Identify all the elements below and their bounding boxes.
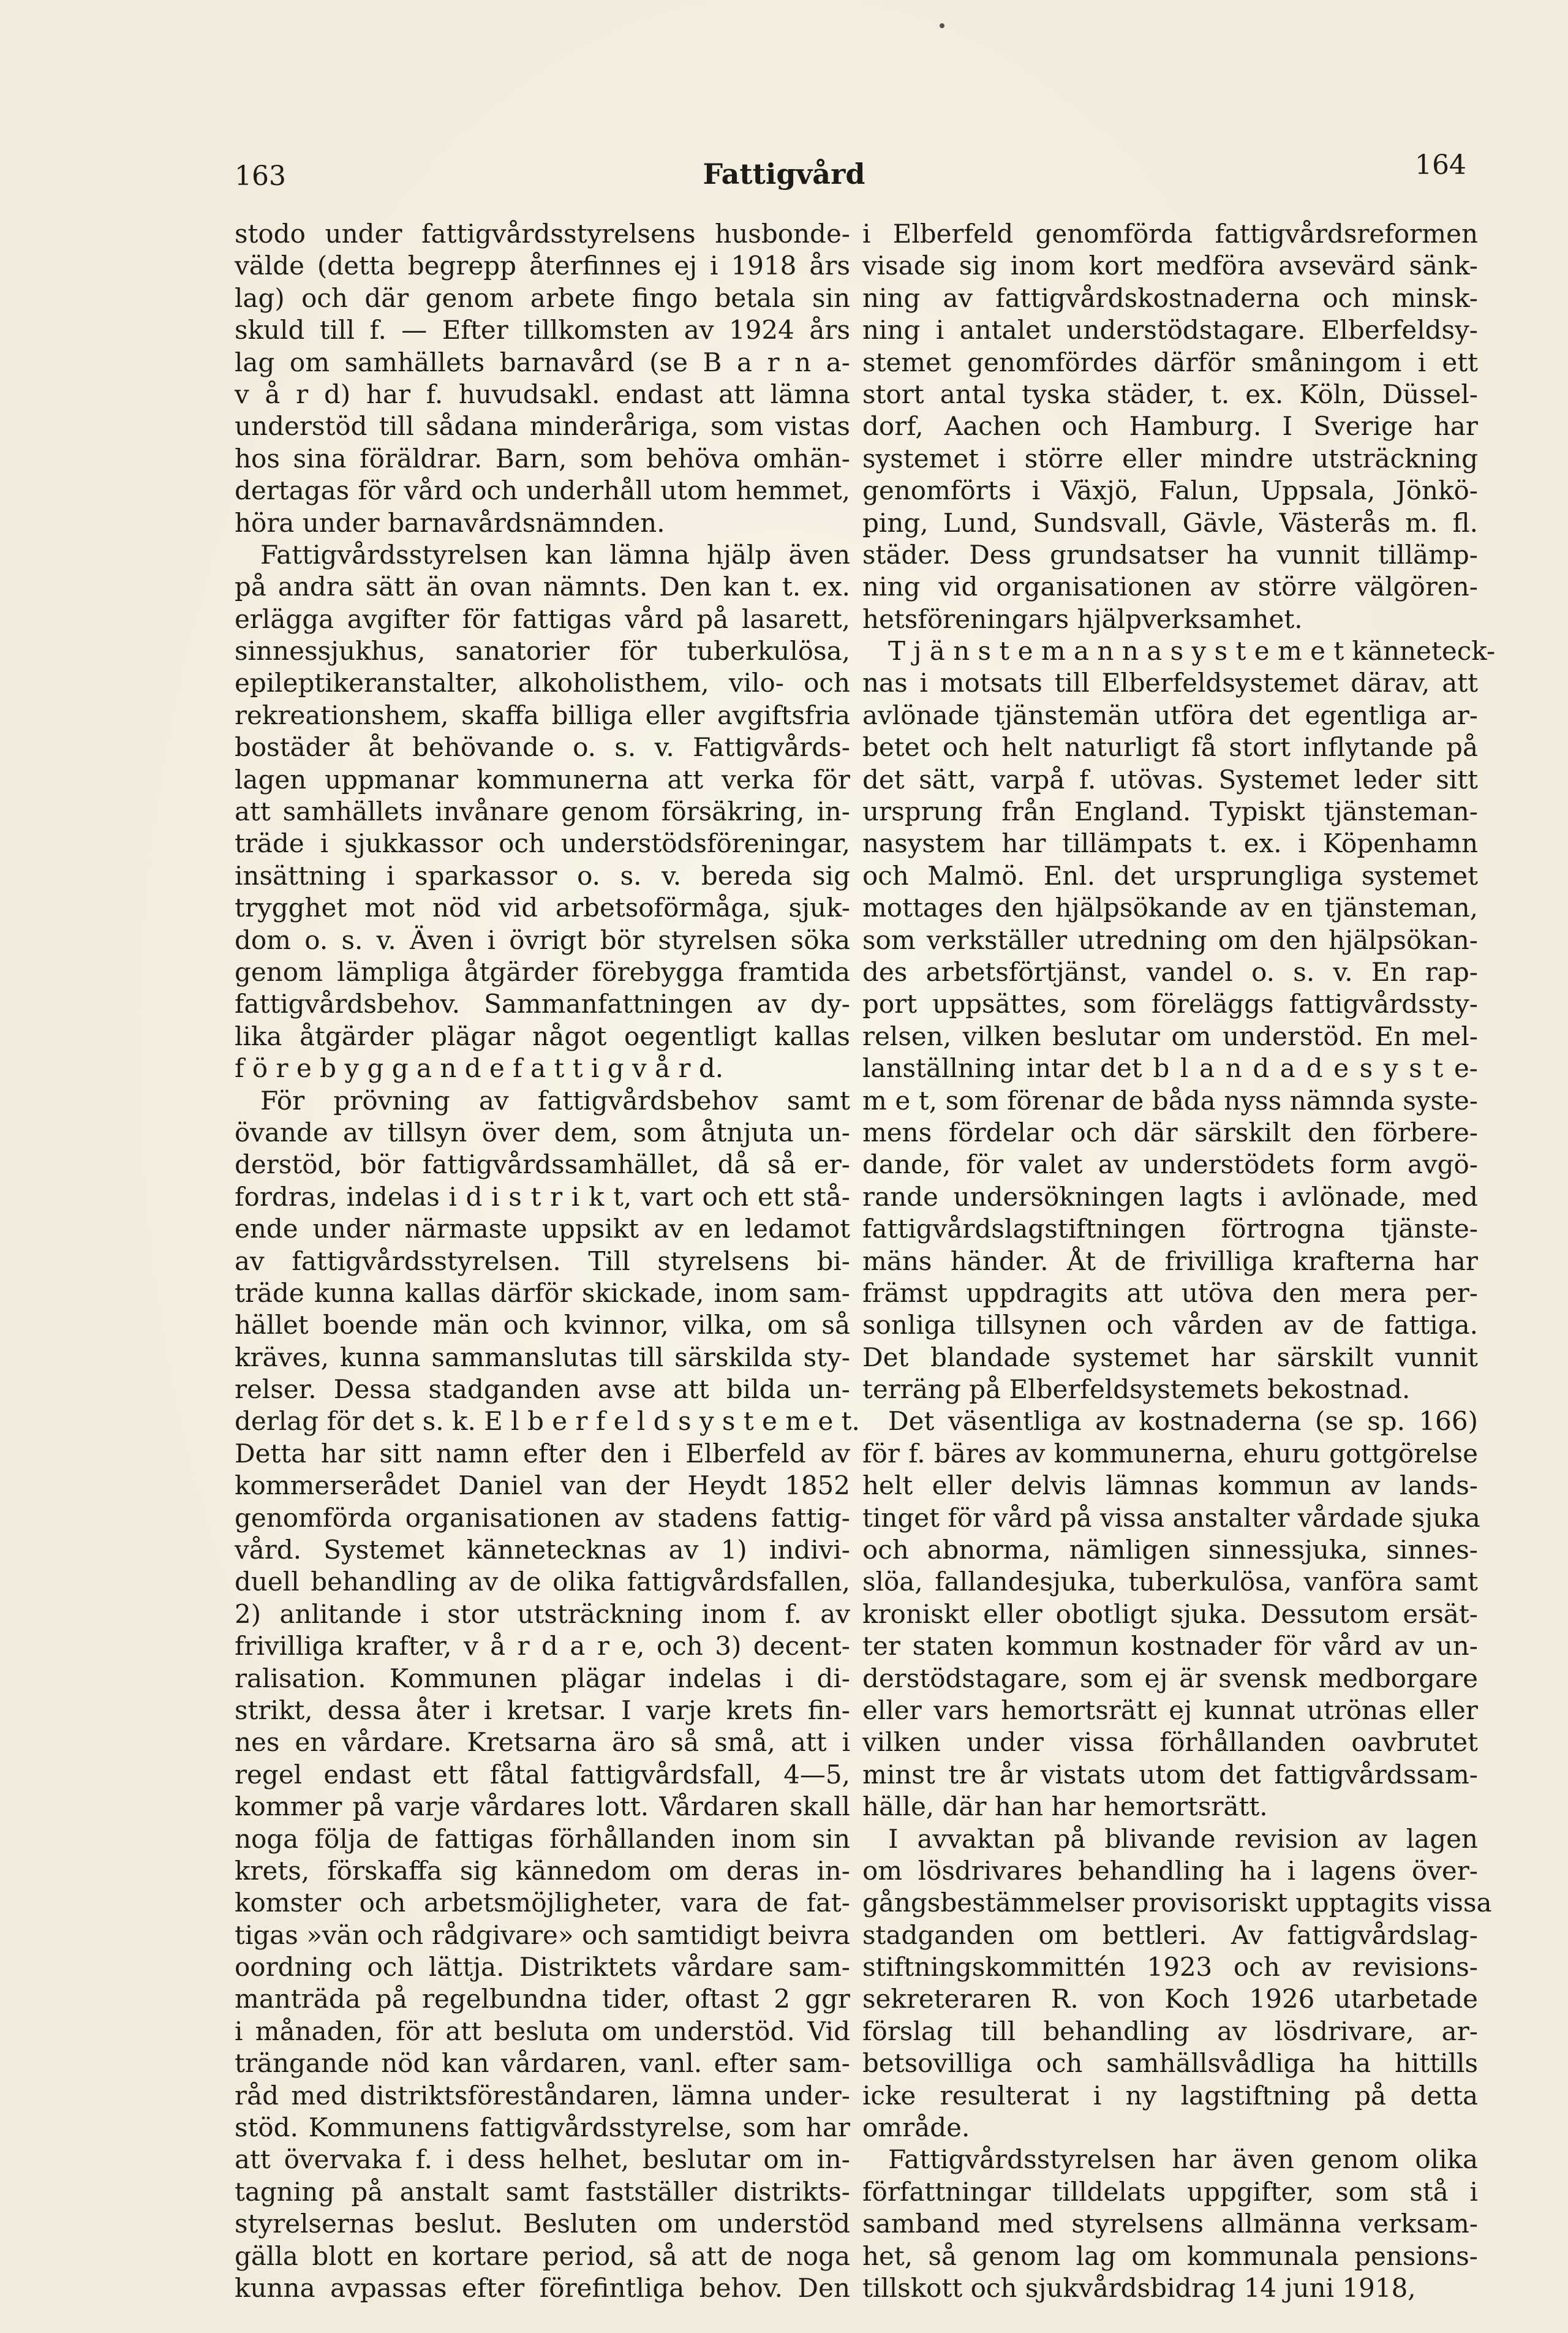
text-line: stodo under fattigvårdsstyrelsens husbonde- <box>235 219 850 249</box>
text-line: lagen uppmanar kommunerna att verka för <box>235 764 850 795</box>
text-line: lag om samhällets barnavård (se B a r n a- <box>235 347 850 377</box>
text-line: fordras, indelas i d i s t r i k t, vart och ett stå- <box>235 1181 850 1212</box>
text-line: att övervaka f. i dess helhet, beslutar om in- <box>235 2144 850 2175</box>
text-line: nasystem har tillämpats t. ex. i Köpenhamn <box>862 828 1478 859</box>
text-line: hetsföreningars hjälpverksamhet. <box>862 603 1303 634</box>
text-line: nas i motsats till Elberfeldsystemet därav, att <box>862 668 1478 698</box>
text-line: städer. Dess grundsatser ha vunnit tillämp- <box>862 539 1478 570</box>
text-line: lanställning intar det b l a n d a d e s y s t e- <box>862 1053 1478 1084</box>
text-line: vård. Systemet kännetecknas av 1) indivi- <box>235 1535 850 1565</box>
text-line: att samhällets invånare genom försäkring, in- <box>235 796 850 827</box>
text-line: kommer på varje vårdares lott. Vårdaren skall <box>235 1791 850 1822</box>
text-line: vilken under vissa förhållanden oavbrutet <box>862 1727 1478 1758</box>
text-line: understöd till sådana minderåriga, som vistas <box>235 411 850 442</box>
text-line: och abnorma, nämligen sinnessjuka, sinnes- <box>862 1535 1478 1565</box>
text-line: sekreteraren R. von Koch 1926 utarbetade <box>862 1984 1478 2014</box>
text-line: bostäder åt behövande o. s. v. Fattigvårds- <box>235 732 850 763</box>
text-line: port uppsättes, som föreläggs fattigvårdssty- <box>862 989 1478 1019</box>
text-line: dorf, Aachen och Hamburg. I Sverige har <box>862 411 1478 442</box>
text-line: ping, Lund, Sundsvall, Gävle, Västerås m. fl. <box>862 507 1478 538</box>
text-line: epileptikeranstalter, alkoholisthem, vilo- och <box>235 668 850 698</box>
text-line: systemet i större eller mindre utsträckning <box>862 443 1478 474</box>
text-line: relsen, vilken beslutar om understöd. En mel- <box>862 1021 1478 1051</box>
text-line: manträda på regelbundna tider, oftast 2 ggr <box>235 1984 850 2014</box>
text-line: strikt, dessa åter i kretsar. I varje krets fin- <box>235 1695 850 1725</box>
text-line: T j ä n s t e m a n n a s y s t e m e t känneteck- <box>888 636 1496 667</box>
text-line: det sätt, varpå f. utövas. Systemet leder sitt <box>862 764 1478 795</box>
text-line: styrelsernas beslut. Besluten om understöd <box>235 2209 850 2239</box>
text-line: lika åtgärder plägar något oegentligt kallas <box>235 1021 850 1051</box>
text-line: stemet genomfördes därför småningom i ett <box>862 347 1478 377</box>
page-number-left: 163 <box>235 161 286 192</box>
text-line: ende under närmaste uppsikt av en ledamot <box>235 1214 850 1244</box>
text-line: ter staten kommun kostnader för vård av un- <box>862 1631 1478 1662</box>
text-line: dande, för valet av understödets form avgö- <box>862 1149 1478 1180</box>
text-line: derstöd, bör fattigvårdssamhället, då så er- <box>235 1149 850 1180</box>
text-line: ursprung från England. Typiskt tjänsteman- <box>862 796 1478 827</box>
text-line: Det väsentliga av kostnaderna (se sp. 166) <box>888 1406 1478 1437</box>
text-line: eller vars hemortsrätt ej kunnat utrönas eller <box>862 1695 1478 1725</box>
text-column-right <box>862 218 1496 2304</box>
text-line: råd med distriktsföreståndaren, lämna under- <box>235 2080 850 2111</box>
text-line: om lösdrivares behandling ha i lagens över- <box>862 1855 1478 1886</box>
text-line: hället boende män och kvinnor, vilka, om så <box>235 1310 850 1340</box>
text-line: tinget för vård på vissa anstalter vårdade sjuka <box>862 1502 1480 1533</box>
text-line: 2) anlitande i stor utsträckning inom f. av <box>235 1598 850 1629</box>
text-line: välde (detta begrepp återfinnes ej i 1918 års <box>235 251 850 281</box>
text-line: på andra sätt än ovan nämnts. Den kan t. ex. <box>235 572 850 602</box>
text-line: dertagas för vård och underhåll utom hemmet, <box>235 475 850 506</box>
text-line: betet och helt naturligt få stort inflytande på <box>862 732 1478 763</box>
text-line: sinnessjukhus, sanatorier för tuberkulösa, <box>235 636 850 667</box>
text-line: relser. Dessa stadganden avse att bilda un- <box>235 1374 850 1405</box>
ink-speck <box>940 23 944 28</box>
text-line: erlägga avgifter för fattigas vård på lasarett, <box>235 603 850 634</box>
text-line: i månaden, för att besluta om understöd. Vid <box>235 2016 850 2046</box>
text-line: trängande nöd kan vårdaren, vanl. efter sam- <box>235 2048 850 2079</box>
text-line: samband med styrelsens allmänna verksam- <box>862 2209 1478 2239</box>
text-line: betsovilliga och samhällsvådliga ha hittills <box>862 2048 1478 2079</box>
text-line: tagning på anstalt samt fastställer distrikts- <box>235 2176 850 2207</box>
text-line: derlag för det s. k. E l b e r f e l d s y s t e m e t. <box>235 1406 860 1437</box>
text-line: kommerserådet Daniel van der Heydt 1852 <box>235 1470 850 1501</box>
text-line: av fattigvårdsstyrelsen. Till styrelsens bi- <box>235 1246 850 1276</box>
text-line: ning vid organisationen av större välgören- <box>862 572 1478 602</box>
text-line: Fattigvårdsstyrelsen har även genom olika <box>888 2144 1478 2175</box>
text-line: het, så genom lag om kommunala pensions- <box>862 2240 1478 2271</box>
text-line: duell behandling av de olika fattigvårdsfallen, <box>235 1567 850 1597</box>
text-line: i Elberfeld genomförda fattigvårdsreformen <box>862 219 1478 249</box>
text-line: kräves, kunna sammanslutas till särskilda sty- <box>235 1342 850 1372</box>
text-line: noga följa de fattigas förhållanden inom sin <box>235 1823 850 1854</box>
text-line: höra under barnavårdsnämnden. <box>235 507 665 538</box>
text-line: komster och arbetsmöjligheter, vara de fat- <box>235 1888 850 1918</box>
text-line: som verkställer utredning om den hjälpsökan- <box>862 925 1478 955</box>
text-line: hälle, där han har hemortsrätt. <box>862 1791 1268 1822</box>
text-line: v å r d) har f. huvudsakl. endast att lämna <box>235 379 850 409</box>
text-line: genomförts i Växjö, Falun, Uppsala, Jönkö- <box>862 475 1478 506</box>
text-line: tigas »vän och rådgivare» och samtidigt beivra <box>235 1919 850 1950</box>
text-line: Detta har sitt namn efter den i Elberfeld av <box>235 1438 850 1469</box>
text-line: stadganden om bettleri. Av fattigvårdslag- <box>862 1919 1478 1950</box>
text-line: ralisation. Kommunen plägar indelas i di- <box>235 1663 850 1693</box>
text-line: För prövning av fattigvårdsbehov samt <box>260 1085 850 1116</box>
text-line: avlönade tjänstemän utföra det egentliga ar- <box>862 700 1478 730</box>
text-line: icke resulterat i ny lagstiftning på detta <box>862 2080 1478 2111</box>
text-line: gälla blott en kortare period, så att de noga <box>235 2240 850 2271</box>
text-line: träde kunna kallas därför skickade, inom sam- <box>235 1277 850 1308</box>
text-line: visade sig inom kort medföra avsevärd sänk- <box>862 251 1478 281</box>
text-line: gångsbestämmelser provisoriskt upptagits vissa <box>862 1888 1492 1918</box>
text-line: lag) och där genom arbete fingo betala sin <box>235 282 850 313</box>
text-line: mottages den hjälpsökande av en tjänsteman, <box>862 893 1478 923</box>
text-line: kroniskt eller obotligt sjuka. Dessutom ersät- <box>862 1598 1478 1629</box>
text-line: rande undersökningen lagts i avlönade, med <box>862 1181 1478 1212</box>
text-line: förslag till behandling av lösdrivare, ar- <box>862 2016 1478 2046</box>
text-line: trygghet mot nöd vid arbetsoförmåga, sjuk- <box>235 893 850 923</box>
text-line: terräng på Elberfeldsystemets bekostnad. <box>862 1374 1411 1405</box>
text-line: dom o. s. v. Även i övrigt bör styrelsen söka <box>235 925 850 955</box>
text-line: stiftningskommittén 1923 och av revisions- <box>862 1952 1478 1983</box>
text-line: genom lämpliga åtgärder förebygga framtida <box>235 956 850 987</box>
text-line: träde i sjukkassor och understödsföreningar, <box>235 828 850 859</box>
text-line: skuld till f. — Efter tillkomsten av 1924 års <box>235 315 850 346</box>
text-line: fattigvårdslagstiftningen förtrogna tjänste- <box>862 1214 1478 1244</box>
text-line: Det blandade systemet har särskilt vunnit <box>862 1342 1478 1372</box>
text-line: främst uppdragits att utöva den mera per- <box>862 1277 1478 1308</box>
page-number-right: 164 <box>1415 149 1466 181</box>
text-line: I avvaktan på blivande revision av lagen <box>888 1823 1478 1854</box>
text-line: ning av fattigvårdskostnaderna och minsk- <box>862 282 1478 313</box>
text-line: och Malmö. Enl. det ursprungliga systemet <box>862 860 1478 891</box>
text-line: för f. bäres av kommunerna, ehuru gottgörelse <box>862 1438 1478 1469</box>
text-line: ning i antalet understödstagare. Elberfeldsy- <box>862 315 1478 346</box>
text-line: Fattigvårdsstyrelsen kan lämna hjälp även <box>260 539 850 570</box>
text-line: stort antal tyska städer, t. ex. Köln, Düssel- <box>862 379 1478 409</box>
text-line: insättning i sparkassor o. s. v. bereda sig <box>235 860 850 891</box>
text-line: regel endast ett fåtal fattigvårdsfall, 4—5, <box>235 1759 850 1790</box>
text-line: oordning och lättja. Distriktets vårdare sam- <box>235 1952 850 1983</box>
text-line: minst tre år vistats utom det fattigvårdssam- <box>862 1759 1478 1790</box>
text-line: genomförda organisationen av stadens fattig- <box>235 1502 850 1533</box>
text-line: tillskott och sjukvårdsbidrag 14 juni 1918, <box>862 2273 1416 2303</box>
text-line: författningar tilldelats uppgifter, som stå i <box>862 2176 1478 2207</box>
text-line: kunna avpassas efter förefintliga behov. Den <box>235 2273 850 2303</box>
text-line: slöa, fallandesjuka, tuberkulösa, vanföra samt <box>862 1567 1478 1597</box>
running-title: Fattigvård <box>703 157 865 191</box>
text-line: m e t, som förenar de båda nyss nämnda syste- <box>862 1085 1478 1116</box>
text-line: derstödstagare, som ej är svensk medborgare <box>862 1663 1478 1693</box>
text-line: frivilliga krafter, v å r d a r e, och 3) decent- <box>235 1631 850 1662</box>
text-line: sonliga tillsynen och vården av de fattiga. <box>862 1310 1478 1340</box>
text-line: mens fördelar och där särskilt den förbere- <box>862 1117 1478 1148</box>
text-line: f ö r e b y g g a n d e f a t t i g v å r d. <box>235 1053 724 1084</box>
text-line: stöd. Kommunens fattigvårdsstyrelse, som har <box>235 2112 850 2143</box>
text-line: des arbetsförtjänst, vandel o. s. v. En rap- <box>862 956 1478 987</box>
text-column-left <box>235 218 860 2304</box>
text-line: område. <box>862 2112 970 2143</box>
text-line: mäns händer. Åt de frivilliga krafterna har <box>862 1246 1478 1276</box>
text-line: krets, förskaffa sig kännedom om deras in- <box>235 1855 850 1886</box>
text-line: övande av tillsyn över dem, som åtnjuta un- <box>235 1117 850 1148</box>
text-line: helt eller delvis lämnas kommun av lands- <box>862 1470 1478 1501</box>
text-line: hos sina föräldrar. Barn, som behöva omhän- <box>235 443 850 474</box>
text-line: rekreationshem, skaffa billiga eller avgiftsfria <box>235 700 850 730</box>
text-line: fattigvårdsbehov. Sammanfattningen av dy- <box>235 989 850 1019</box>
text-line: nes en vårdare. Kretsarna äro så små, att i <box>235 1727 850 1758</box>
